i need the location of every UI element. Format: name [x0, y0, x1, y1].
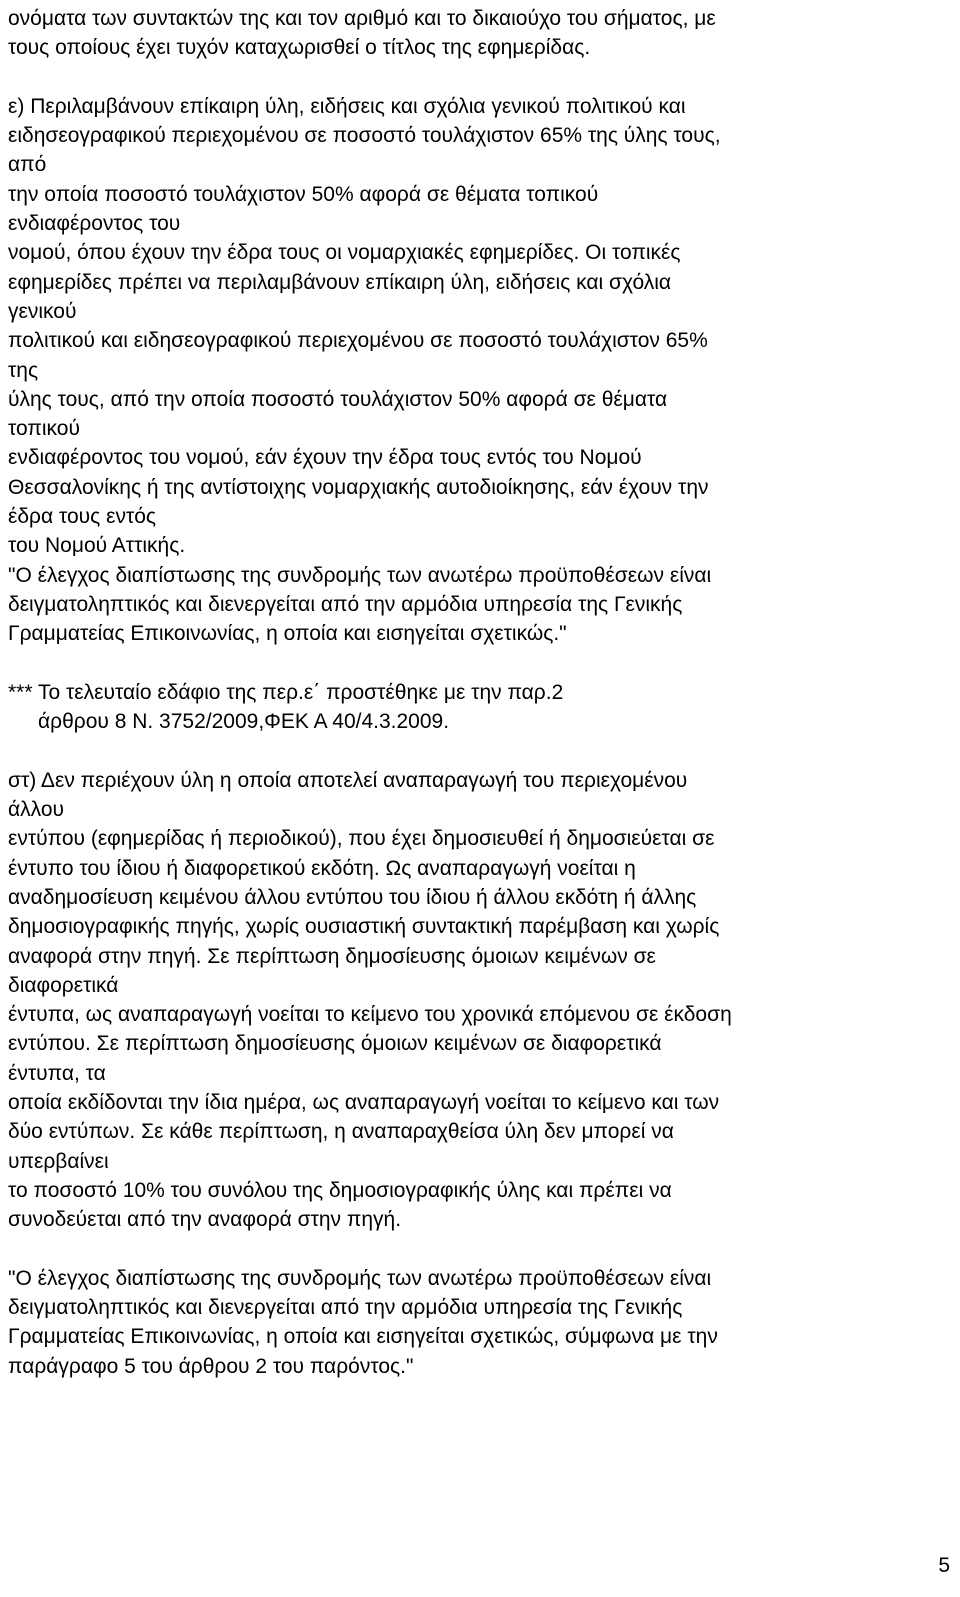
paragraph-spacer [8, 1234, 954, 1263]
text-line: ενδιαφέροντος του [8, 212, 181, 236]
text-line: ειδησεογραφικού περιεχομένου σε ποσοστό τουλάχιστον 65% της ύλης τους, [8, 124, 721, 148]
page-number: 5 [938, 1554, 950, 1577]
text-line: έδρα τους εντός [8, 505, 157, 529]
text-line: εφημερίδες πρέπει να περιλαμβάνουν επίκαιρη ύλη, ειδήσεις και σχόλια [8, 270, 672, 294]
document-page [8, 4, 954, 1381]
text-line: τοπικού [8, 417, 80, 441]
text-line: στ) Δεν περιέχουν ύλη η οποία αποτελεί αναπαραγωγή του περιεχομένου [8, 768, 688, 792]
text-line: από [8, 153, 47, 177]
text-line: ε) Περιλαμβάνουν επίκαιρη ύλη, ειδήσεις και σχόλια γενικού πολιτικού και [8, 94, 686, 118]
text-line: διαφορετικά [8, 973, 119, 997]
text-line: του Νομού Αττικής. [8, 534, 186, 558]
text-line: νομού, όπου έχουν την έδρα τους οι νομαρχιακές εφημερίδες. Οι τοπικές [8, 241, 681, 265]
text-line: ενδιαφέροντος του νομού, εάν έχουν την έδρα τους εντός του Νομού [8, 446, 642, 470]
paragraph-spacer [8, 63, 954, 92]
text-line: έντυπα, ως αναπαραγωγή νοείται το κείμενο του χρονικά επόμενου σε έκδοση [8, 1003, 732, 1027]
paragraph-st [8, 766, 954, 1235]
text-line: "Ο έλεγχος διαπίστωσης της συνδρομής των ανωτέρω προϋποθέσεων είναι [8, 563, 712, 587]
text-line: δύο εντύπων. Σε κάθε περίπτωση, η αναπαραχθείσα ύλη δεν μπορεί να [8, 1120, 674, 1144]
text-line: υπερβαίνει [8, 1149, 109, 1173]
text-line: ονόματα των συντακτών της και τον αριθμό και το δικαιούχο του σήματος, με [8, 7, 716, 30]
text-line: άλλου [8, 798, 64, 822]
text-line: παράγραφο 5 του άρθρου 2 του παρόντος." [8, 1354, 414, 1378]
text-line: τους οποίους έχει τυχόν καταχωρισθεί ο τίτλος της εφημερίδας. [8, 36, 591, 60]
text-line: Γραμματείας Επικοινωνίας, η οποία και εισηγείται σχετικώς, σύμφωνα με την [8, 1325, 718, 1349]
text-line: εντύπου (εφημερίδας ή περιοδικού), που έχει δημοσιευθεί ή δημοσιεύεται σε [8, 827, 715, 851]
text-line: πολιτικού και ειδησεογραφικού περιεχομένου σε ποσοστό τουλάχιστον 65% [8, 329, 708, 353]
closing-paragraph [8, 1264, 954, 1381]
paragraph-spacer [8, 649, 954, 678]
text-line: έντυπο του ίδιου ή διαφορετικού εκδότη. Ως αναπαραγωγή νοείται η [8, 856, 636, 880]
text-line: Γραμματείας Επικοινωνίας, η οποία και εισηγείται σχετικώς." [8, 622, 567, 646]
text-line: γενικού [8, 299, 77, 323]
text-line: δημοσιογραφικής πηγής, χωρίς ουσιαστική συντακτική παρέμβαση και χωρίς [8, 915, 720, 939]
text-line: την οποία ποσοστό τουλάχιστον 50% αφορά σε θέματα τοπικού [8, 182, 599, 206]
intro-paragraph [8, 4, 954, 63]
amendment-note [8, 678, 954, 737]
text-line: Θεσσαλονίκης ή της αντίστοιχης νομαρχιακής αυτοδιοίκησης, εάν έχουν την [8, 475, 709, 499]
text-line: *** Το τελευταίο εδάφιο της περ.ε΄ προστέθηκε με την παρ.2 [8, 680, 564, 704]
text-line: το ποσοστό 10% του συνόλου της δημοσιογραφικής ύλης και πρέπει να [8, 1178, 672, 1202]
text-line: "Ο έλεγχος διαπίστωσης της συνδρομής των ανωτέρω προϋποθέσεων είναι [8, 1266, 712, 1290]
text-line: συνοδεύεται από την αναφορά στην πηγή. [8, 1208, 402, 1232]
text-line: αναδημοσίευση κειμένου άλλου εντύπου του ίδιου ή άλλου εκδότη ή άλλης [8, 885, 697, 909]
text-line: έντυπα, τα [8, 1061, 106, 1085]
text-line: της [8, 358, 39, 382]
text-line: εντύπου. Σε περίπτωση δημοσίευσης όμοιων κειμένων σε διαφορετικά [8, 1032, 662, 1056]
paragraph-e [8, 92, 954, 649]
text-line: αναφορά στην πηγή. Σε περίπτωση δημοσίευσης όμοιων κειμένων σε [8, 944, 656, 968]
text-line: οποία εκδίδονται την ίδια ημέρα, ως αναπαραγωγή νοείται το κείμενο και των [8, 1090, 720, 1114]
text-line: άρθρου 8 Ν. 3752/2009,ΦΕΚ Α 40/4.3.2009. [38, 710, 450, 734]
text-line: δειγματοληπτικός και διενεργείται από την αρμόδια υπηρεσία της Γενικής [8, 592, 683, 616]
text-line: ύλης τους, από την οποία ποσοστό τουλάχιστον 50% αφορά σε θέματα [8, 387, 668, 411]
text-line: δειγματοληπτικός και διενεργείται από την αρμόδια υπηρεσία της Γενικής [8, 1296, 683, 1320]
paragraph-spacer [8, 736, 954, 765]
